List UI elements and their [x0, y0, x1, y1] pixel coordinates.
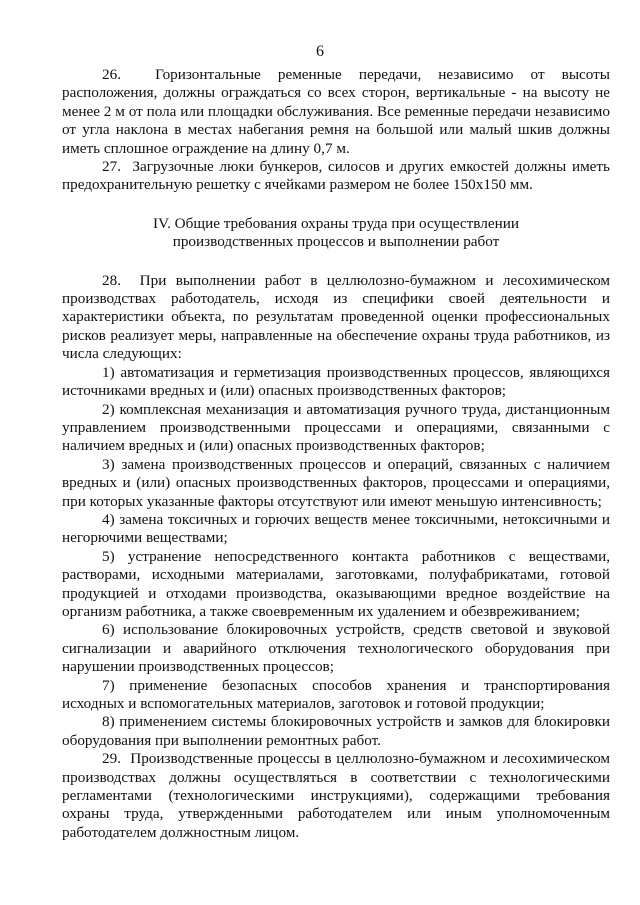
paragraph-28: 28. При выполнении работ в целлюлозно-бумажном и лесохимическом производствах работодатель, исходя из специфики своей деятельности и характеристики объекта, по результатам проведенной оценки профессиональных рисков реализует меры, направленные на обеспечение охраны труда работников, из числа следующих:	[62, 271, 610, 363]
list-item-4: 4) замена токсичных и горючих веществ менее токсичными, нетоксичными и негорючими веществами;	[62, 510, 610, 547]
paragraph-27: 27. Загрузочные люки бункеров, силосов и других емкостей должны иметь предохранительную решетку с ячейками размером не более 150x150 мм.	[62, 158, 610, 194]
list-item-3: 3) замена производственных процессов и операций, связанных с наличием вредных и (или) опасных производственных факторов, процессами и операциями, при которых указанные факторы отсутствуют или имеют меньшую интенсивность;	[62, 455, 610, 510]
section-heading-line-1: IV. Общие требования охраны труда при осуществлении	[153, 214, 519, 232]
list-item-2: 2) комплексная механизация и автоматизация ручного труда, дистанционным управлением производственными процессами и операциями, связанными с наличием вредных и (или) опасных производственных факторов;	[62, 400, 610, 455]
list-item-8: 8) применением системы блокировочных устройств и замков для блокировки оборудования при выполнении ремонтных работ.	[62, 713, 610, 749]
paragraph-29: 29. Производственные процессы в целлюлозно-бумажном и лесохимическом производствах должны осуществляться в соответствии с технологическими регламентами (технологическими инструкциями), содержащими требования охраны труда, утвержденными работодателем или иным уполномоченным работодателем должностным лицом.	[62, 750, 610, 841]
section-heading-line-2: производственных процессов и выполнении работ	[172, 233, 500, 251]
paragraph-26: 26. Горизонтальные ременные передачи, независимо от высоты расположения, должны ограждаться со всех сторон, вертикальные - на высоту не менее 2 м от пола или площадки обслуживания. Все ременные передачи независимо от угла наклона в местах набегания ремня на большой или малый шкив должны иметь сплошное ограждение на длину 0,7 м.	[62, 66, 610, 157]
list-item-1: 1) автоматизация и герметизация производственных процессов, являющихся источниками вредных и (или) опасных производственных факторов;	[62, 363, 610, 400]
list-item-7: 7) применение безопасных способов хранения и транспортирования исходных и вспомогательных материалов, заготовок и готовой продукции;	[62, 676, 610, 712]
section-heading	[62, 215, 610, 252]
list-item-6: 6) использование блокировочных устройств, средств световой и звуковой сигнализации и аварийного отключения технологического оборудования при нарушении производственных процессов;	[62, 621, 610, 676]
page-number: 6	[316, 43, 324, 60]
document-body	[62, 66, 610, 842]
list-item-5: 5) устранение непосредственного контакта работников с веществами, растворами, исходными материалами, заготовками, полуфабрикатами, готовой продукцией и отходами производства, оказывающими вредное воздействие на организм работника, а также своевременным их удалением и обезвреживанием;	[62, 547, 610, 620]
